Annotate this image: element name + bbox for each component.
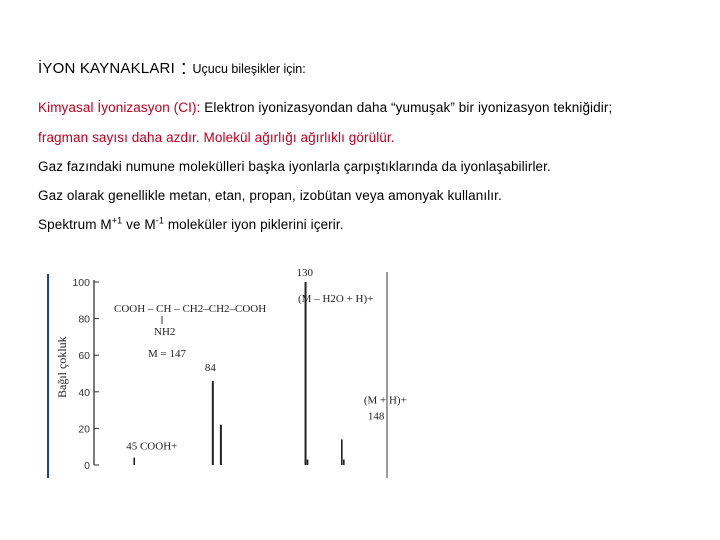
structure-mass: M = 147 (148, 348, 186, 360)
y-axis-label: Bağıl çokluk (55, 336, 69, 398)
y-tick-label: 20 (78, 423, 90, 436)
y-tick-label: 60 (78, 350, 90, 363)
body-line-2: fragman sayısı daha azdır. Molekül ağırlığı ağırlıklı görülür. (38, 130, 395, 145)
ci-description: Elektron iyonizasyondan daha “yumuşak” bir iyonizasyon tekniğidir; (200, 100, 613, 115)
spectrum-text-c: moleküler iyon piklerini içerir. (163, 217, 344, 232)
y-ticks (72, 277, 99, 472)
body-line-1 (38, 100, 612, 115)
spectrum-text-b: ve M (122, 217, 156, 232)
peak-label: 148 (367, 410, 385, 423)
peak-label: 130 (296, 267, 314, 279)
ci-label: Kimyasal İyonizasyon (CI): (38, 100, 201, 115)
body-line-3: Gaz fazındaki numune molekülleri başka iyonlarla çarpıştıklarında da iyonlaşabilirler. (38, 159, 551, 174)
peak-label: 84 (204, 361, 216, 374)
mass-spectrum-figure (44, 267, 407, 482)
spectrum-text-a: Spektrum M (38, 217, 112, 232)
body-line-4: Gaz olarak genellikle metan, etan, propan, izobütan veya amonyak kullanılır. (38, 188, 502, 203)
body-line-5 (38, 217, 344, 232)
y-tick-label: 40 (78, 386, 90, 399)
y-tick-label: 0 (84, 460, 90, 472)
m-minus-one: -1 (155, 215, 164, 226)
m-plus-one: +1 (111, 215, 123, 226)
title-main: İYON KAYNAKLARI (38, 60, 175, 77)
peak-label: 45 COOH+ (126, 440, 178, 453)
title-colon: : (180, 57, 187, 79)
structure-substituent: NH2 (154, 326, 176, 338)
annotation-m-h2o-h: (M – H2O + H)+ (298, 293, 374, 305)
y-tick-label: 80 (78, 313, 90, 326)
slide-title (38, 56, 306, 79)
mass-spectrum-svg (44, 267, 407, 482)
y-tick-label: 100 (72, 277, 90, 289)
title-subtitle: Uçucu bileşikler için: (192, 62, 306, 76)
peak-label: (M + H)+ (363, 394, 407, 407)
structure-chain: COOH – CH – CH2–CH2–COOH (114, 303, 267, 315)
